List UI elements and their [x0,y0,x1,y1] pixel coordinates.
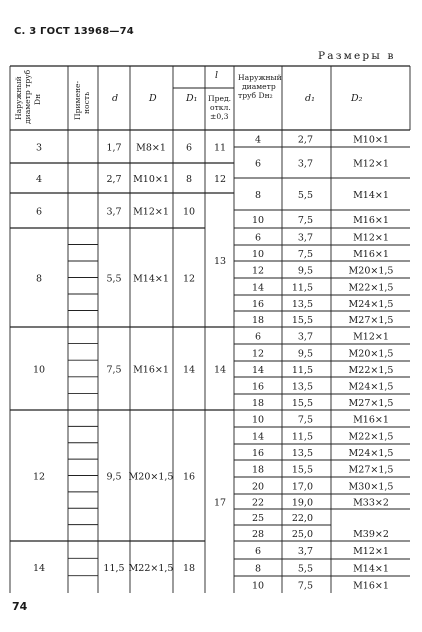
d1-value: 15,5 [291,398,313,409]
pipe-diam-value: 18 [251,464,265,476]
D2-value: M24×1,5 [348,381,394,393]
D2-value: M16×1 [353,249,389,260]
D2-value: M22×1,5 [348,431,394,443]
group-D1: 8 [185,174,193,185]
d1-value: 7,5 [297,580,313,592]
header-outer-diam-line3: Dн [33,93,42,105]
group-D1: 6 [185,142,193,154]
group-D: M22×1,5 [128,563,174,574]
pipe-diam-value: 10 [251,249,265,260]
units-caption: Размеры в [318,50,396,62]
d1-value: 2,7 [297,134,313,146]
pipe-diam-value: 12 [251,348,265,360]
pipe-diam-value: 22 [251,497,265,509]
d1-value: 9,5 [297,265,313,277]
table-header-cells [14,69,363,124]
pipe-diam-value: 4 [254,134,262,146]
pipe-diam-value: 18 [251,398,265,409]
pipe-diam-value: 8 [254,190,262,201]
D2-value: M16×1 [353,580,389,592]
D2-value: M10×1 [353,134,389,146]
pipe-diam-value: 14 [251,282,265,294]
header-outer-diam-line2: диаметр труб [23,69,32,124]
group-d: 1,7 [106,142,122,154]
d1-value: 11,5 [291,365,313,376]
page-number: 74 [12,600,28,613]
group-D1: 16 [182,471,196,483]
header-l: l [215,70,219,81]
group-d: 9,5 [106,471,122,483]
D2-value: M24×1,5 [348,448,394,459]
D2-value: M27×1,5 [348,398,394,409]
D2-value: M12×1 [353,232,389,244]
d1-value: 13,5 [291,448,313,459]
group-D: M8×1 [136,142,166,154]
group-outer-diam: 12 [32,471,46,483]
group-D: M10×1 [133,174,169,185]
pipe-diam-value: 25 [251,513,265,524]
D2-value: M16×1 [353,215,389,226]
header-outer-diam-line1: Наружный [14,76,23,120]
pipe-diam-value: 14 [251,365,265,376]
D2-value: M22×1,5 [348,282,394,294]
l-value: 14 [213,364,227,376]
d1-value: 17,0 [291,481,313,493]
header-D2: D₂ [351,93,363,104]
D2-value: M12×1 [353,331,389,343]
group-outer-diam: 8 [35,273,43,285]
group-outer-diam: 4 [35,174,43,185]
group-D1: 12 [182,273,196,285]
pipe-diam-value: 12 [251,265,265,277]
D2-value: M12×1 [353,158,389,170]
D2-value: M20×1,5 [348,265,394,277]
d1-value: 15,5 [291,315,313,326]
group-D1: 10 [182,206,196,218]
header-pipe-diam-3: труб Dн₂ [238,91,273,100]
table-body [33,135,393,592]
l-value: 11 [213,142,227,154]
group-D: M20×1,5 [128,471,174,483]
D2-value: M30×1,5 [348,481,394,493]
d1-value: 11,5 [291,282,313,294]
l-value: 13 [213,256,227,267]
pipe-diam-value: 6 [254,232,262,244]
group-d: 7,5 [106,364,122,376]
group-D: M12×1 [133,206,169,218]
header-application-line2: ность [82,91,91,114]
header-application-line1: Примене- [73,80,82,120]
D2-value: M12×1 [353,546,389,557]
header-l-tol-3: ±0,3 [210,112,229,121]
d1-value: 3,7 [297,232,313,244]
group-d: 5,5 [106,273,122,285]
pipe-diam-value: 16 [251,381,265,393]
pipe-diam-value: 18 [251,315,265,326]
d1-value: 13,5 [291,381,313,393]
d1-value: 19,0 [291,497,313,509]
D2-value: M22×1,5 [348,365,394,376]
D2-value: M20×1,5 [348,348,394,360]
D2-value: M24×1,5 [348,299,394,310]
pipe-diam-value: 28 [251,529,265,540]
header-pipe-diam-1: Наружный [238,73,282,82]
group-D1: 14 [182,364,196,376]
d1-value: 7,5 [297,414,313,426]
pipe-diam-value: 6 [254,331,262,343]
pipe-diam-value: 16 [251,448,265,459]
group-D: M14×1 [133,273,169,285]
pipe-diam-value: 10 [251,580,265,592]
group-d: 11,5 [103,563,125,574]
pipe-diam-value: 10 [251,414,265,426]
d1-value: 7,5 [297,249,313,260]
pipe-diam-value: 6 [254,158,262,170]
pipe-diam-value: 8 [254,563,262,575]
group-d: 2,7 [106,174,122,185]
D2-value: M14×1 [353,190,389,201]
header-l-tol-2: откл. [210,103,231,112]
header-D1: D₁ [186,93,198,104]
group-outer-diam: 3 [35,142,43,154]
D2-value: M27×1,5 [348,315,394,326]
d1-value: 7,5 [297,215,313,226]
table-grid [10,66,410,593]
d1-value: 3,7 [297,331,313,343]
D2-value: M39×2 [353,529,389,540]
D2-value: M16×1 [353,414,389,426]
header-d1: d₁ [305,93,315,104]
D2-value: M33×2 [353,497,389,509]
l-value: 17 [213,497,227,509]
header-l-tol-1: Пред. [208,94,232,103]
d1-value: 3,7 [297,158,313,170]
pipe-diam-value: 10 [251,215,265,226]
group-outer-diam: 14 [32,563,46,574]
D2-value: M14×1 [353,563,389,575]
pipe-diam-value: 20 [251,481,265,493]
d1-value: 9,5 [297,348,313,360]
d1-value: 11,5 [291,431,313,443]
header-D: D [149,93,157,104]
pipe-diam-value: 6 [254,546,262,557]
d1-value: 22,0 [291,513,313,524]
D2-value: M27×1,5 [348,464,394,476]
group-outer-diam: 10 [32,364,46,376]
d1-value: 13,5 [291,299,313,310]
group-D1: 18 [182,563,196,574]
header-pipe-diam-2: диаметр [242,82,276,91]
pipe-diam-value: 14 [251,431,265,443]
group-d: 3,7 [106,206,122,218]
d1-value: 5,5 [297,190,313,201]
group-D: M16×1 [133,364,169,376]
pipe-diam-value: 16 [251,299,265,310]
d1-value: 25,0 [291,529,313,540]
group-outer-diam: 6 [35,206,43,218]
d1-value: 5,5 [297,563,313,575]
l-value: 12 [213,174,227,185]
page-header: С. 3 ГОСТ 13968—74 [14,26,134,37]
d1-value: 15,5 [291,464,313,476]
d1-value: 3,7 [297,546,313,557]
header-d: d [112,93,119,104]
